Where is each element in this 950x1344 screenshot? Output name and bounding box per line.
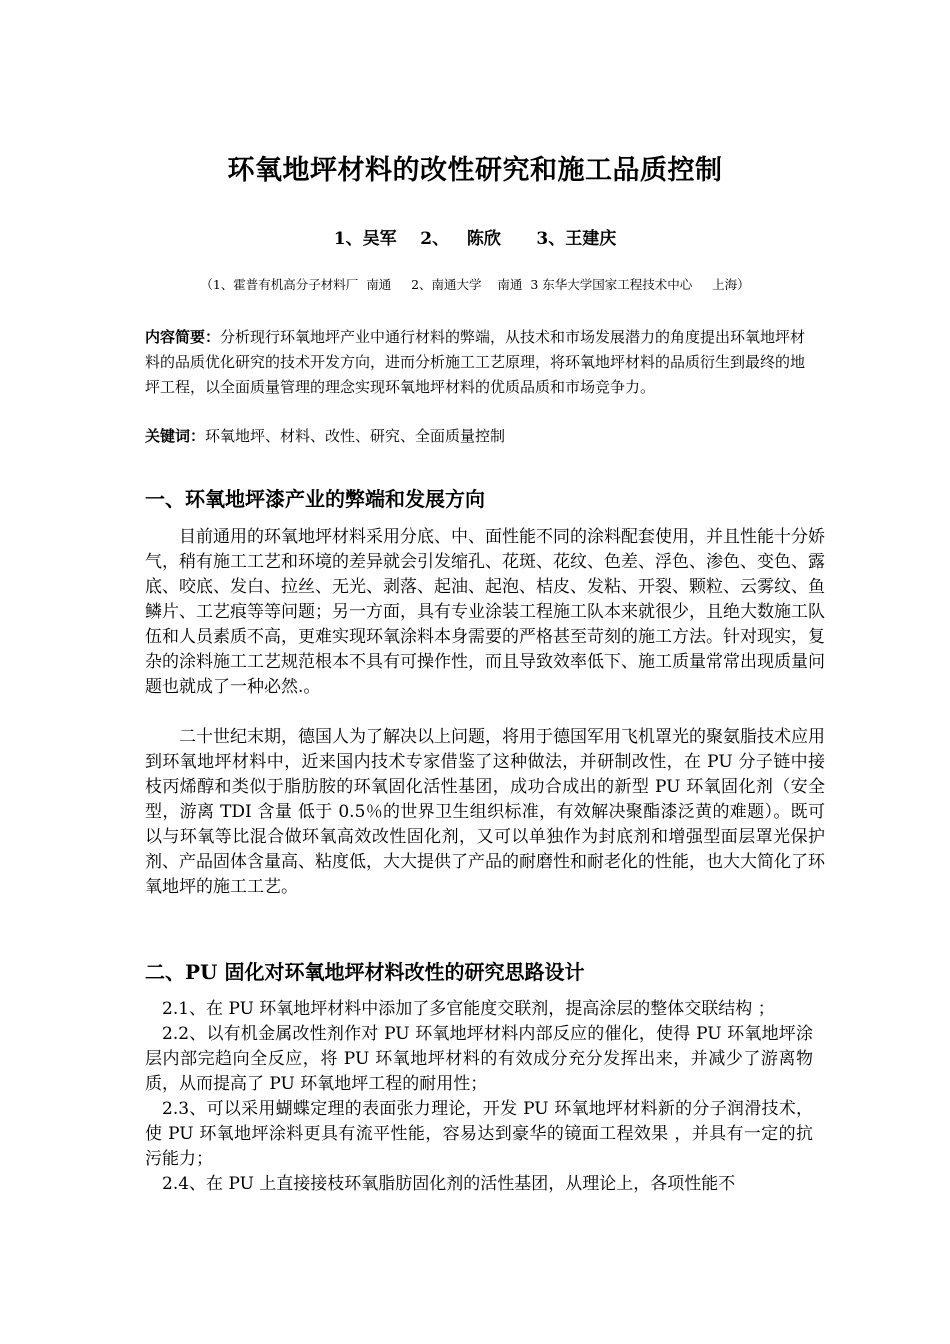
abstract-text: 分析现行环氧地坪产业中通行材料的弊端，从技术和市场发展潜力的角度提出环氧地坪材料的品质优化研究的技术开发方向，进而分析施工工艺原理，将环氧地坪材料的品质衍生到最终的地坪工程，以全面质量管理的理念实现环氧地坪材料的优质品质和市场竞争力。 — [145, 328, 806, 396]
author-list: 1、吴军 2、 陈欣 3、王建庆 — [333, 229, 617, 249]
keywords-label: 关键词： — [145, 427, 206, 445]
paper-title: 环氧地坪材料的改性研究和施工品质控制 — [227, 155, 723, 187]
keywords-text: 环氧地坪、材料、改性、研究、全面质量控制 — [205, 427, 506, 445]
section-2-item-2-3: 2.3、可以采用蝴蝶定理的表面张力理论，开发 PU 环氧地坪材料新的分子润滑技术，使 PU 环氧地坪涂料更具有流平性能，容易达到豪华的镜面工程效果 ，并具有一定的抗污能力； — [145, 1099, 813, 1169]
section-heading-2: 二、PU 固化对环氧地坪材料改性的研究思路设计 — [145, 960, 585, 984]
section-1-paragraph-1: 目前通用的环氧地坪材料采用分底、中、面性能不同的涂料配套使用，并且性能十分娇气，稍有施工工艺和环境的差异就会引发缩孔、花斑、花纹、色差、浮色、渗色、变色、露底、咬底、发白、拉丝、无光、剥落、起油、起泡、桔皮、发粘、开裂、颗粒、云雾纹、鱼鳞片、工艺痕等等问题；另一方面，具有专业涂装工程施工队本来就很少，且绝大数施工队伍和人员素质不高，更难实现环氧涂料本身需要的严格甚至苛刻的施工方法。针对现实，复杂的涂料施工工艺规范根本不具有可操作性，而且导致效率低下、施工质量常常出现质量问题也就成了一种必然.。 — [145, 527, 825, 697]
abstract — [145, 325, 810, 400]
section-2-item-list — [145, 997, 813, 1197]
section-2-item-2-1: 2.1、在 PU 环氧地坪材料中添加了多官能度交联剂，提高涂层的整体交联结构 ； — [162, 999, 775, 1019]
keywords — [145, 424, 810, 449]
section-2-item-2-2: 2.2、以有机金属改性剂作对 PU 环氧地坪材料内部反应的催化，使得 PU 环氧地坪涂层内部完趋向全反应，将 PU 环氧地坪材料的有效成分充分发挥出来，并减少了游离物质，从而提高了 PU 环氧地坪工程的耐用性； — [145, 1024, 813, 1094]
section-1-paragraph-2: 二十世纪末期，德国人为了解决以上问题，将用于德国军用飞机罩光的聚氨脂技术应用到环氧地坪材料中，近来国内技术专家借鉴了这种做法，并研制改性，在 PU 分子链中接枝丙烯醇和类似于脂肪胺的环氧固化活性基团，成功合成出的新型 PU 环氧固化剂（安全型，游离 TDI 含量 低于 0.5％的世界卫生组织标准，有效解决聚酯漆泛黄的难题）。既可以与环氧等比混合做环氧高效改性固化剂，又可以单独作为封底剂和增强型面层罩光保护剂、产品固体含量高、粘度低，大大提供了产品的耐磨性和耐老化的性能，也大大简化了环氧地坪的施工工艺。 — [145, 727, 825, 897]
section-heading-1: 一、环氧地坪漆产业的弊端和发展方向 — [145, 487, 485, 511]
abstract-label: 内容简要： — [145, 328, 221, 346]
affiliation-line: （1、霍普有机高分子材料厂 南通 2、南通大学 南通 3 东华大学国家工程技术中心 上海） — [200, 277, 750, 292]
section-2-item-2-4: 2.4、在 PU 上直接接枝环氧脂肪固化剂的活性基团，从理论上，各项性能不 — [162, 1174, 736, 1194]
